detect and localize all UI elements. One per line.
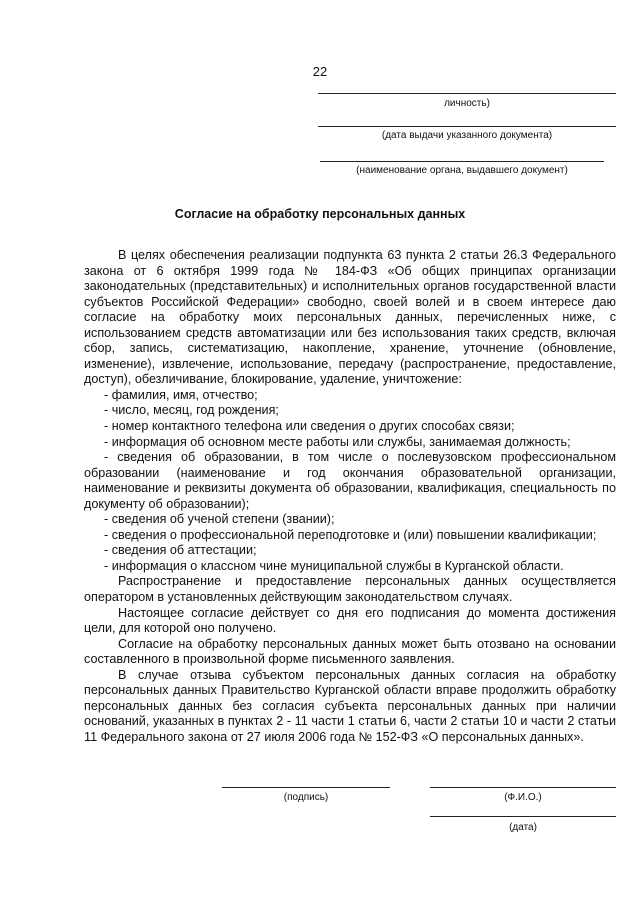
list-item: - информация о классном чине муниципальной службы в Курганской области. [104, 558, 564, 573]
header-caption-issue-date: (дата выдачи указанного документа) [381, 130, 553, 141]
signature-line [222, 787, 390, 788]
header-caption-issuer: (наименование органа, выдавшего документ) [356, 165, 568, 176]
list-item: - число, месяц, год рождения; [104, 403, 279, 418]
page-number: 22 [312, 64, 328, 79]
paragraph-distribution: Распространение и предоставление персональных данных осуществляется оператором в установленных действующим законодательством случаях. [84, 574, 616, 605]
data-items-list [84, 388, 616, 575]
date-caption: (дата) [509, 822, 537, 833]
document-body [84, 248, 616, 746]
header-line-issuer [320, 161, 604, 162]
list-item: - информация об основном месте работы или службы, занимаемая должность; [104, 434, 571, 449]
header-line-issue-date [318, 126, 616, 127]
header-line-personality [318, 93, 616, 94]
signature-caption: (подпись) [283, 792, 329, 803]
list-item: - сведения о профессиональной переподготовке и (или) повышении квалификации; [104, 527, 597, 542]
paragraph-revoke: Согласие на обработку персональных данных может быть отозвано на основании составленного в произвольной форме письменного заявления. [84, 636, 616, 667]
list-item: - сведения об аттестации; [104, 543, 257, 558]
paragraph-withdrawal: В случае отзыва субъектом персональных данных согласия на обработку персональных данных Правительство Курганской области вправе продолжить обработку персональных данных без согласия субъекта персональных данных при наличии оснований, указанных в пунктах 2 - 11 части 1 статьи 6, части 2 статьи 10 и части 2 статьи 11 Федерального закона от 27 июля 2006 года № 152-ФЗ «О персональных данных». [84, 667, 616, 744]
list-item: - сведения об образовании, в том числе о послевузовском профессиональном образовании (наименование и год окончания образовательной организации, наименование и реквизиты документа об образовании, квалификация, специальность по документу об образовании); [84, 450, 616, 511]
name-caption: (Ф.И.О.) [504, 792, 542, 803]
document-title: Согласие на обработку персональных данных [174, 207, 466, 221]
header-caption-personality: личность) [444, 98, 490, 109]
date-line [430, 816, 616, 817]
paragraph-intro: В целях обеспечения реализации подпункта 63 пункта 2 статьи 26.3 Федерального закона от 6 октября 1999 года № 184-ФЗ «Об общих принципах организации законодательных (представительных) и исполнительных органов государственной власти субъектов Российской Федерации» свободно, своей волей и в своем интересе даю согласие на обработку моих персональных данных, перечисленных ниже, с использованием средств автоматизации или без использования таких средств, включая сбор, запись, систематизацию, накопление, хранение, уточнение (обновление, изменение), извлечение, использование, передачу (распространение, предоставление, доступ), обезличивание, блокирование, удаление, уничтожение: [84, 248, 616, 387]
list-item: - фамилия, имя, отчество; [104, 387, 258, 402]
paragraph-validity: Настоящее согласие действует со дня его подписания до момента достижения цели, для которой оно получено. [84, 605, 616, 636]
list-item: - номер контактного телефона или сведения о других способах связи; [104, 419, 515, 434]
list-item: - сведения об ученой степени (звании); [104, 512, 335, 527]
name-line [430, 787, 616, 788]
